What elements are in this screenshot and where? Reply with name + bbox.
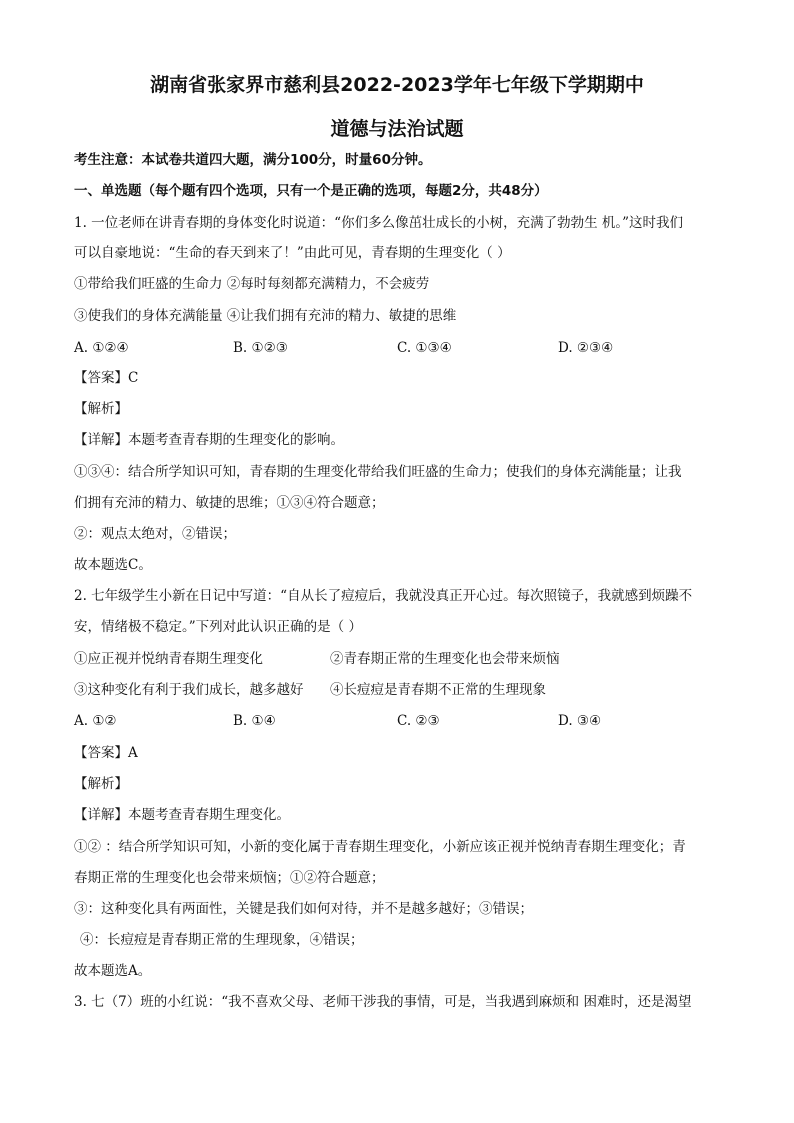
q1-answer: 【答案】C	[74, 370, 139, 386]
q2-choice-d: D. ③④	[558, 713, 602, 729]
q1-conclusion: 故本题选C。	[74, 557, 152, 573]
q1-choice-d: D. ②③④	[558, 340, 614, 356]
exam-title-line2: 道德与法治试题	[330, 118, 464, 140]
q2-analysis-label: 【解析】	[74, 776, 128, 792]
q2-option-2: ②青春期正常的生理变化也会带来烦恼	[330, 651, 560, 667]
q2-explanation-line3: ③：这种变化具有两面性，关键是我们如何对待，并不是越多越好；③错误；	[74, 901, 533, 917]
q1-analysis-label: 【解析】	[74, 401, 128, 417]
q2-explanation-line4: ④：长痘痘是青春期正常的生理现象，④错误；	[80, 932, 364, 948]
q1-stem-line1: 1. 一位老师在讲青春期的身体变化时说道：“你们多么像茁壮成长的小树，充满了勃勃生 机。”这时我们	[74, 215, 684, 231]
q2-detail: 【详解】本题考查青春期生理变化。	[74, 807, 290, 823]
q1-choice-c: C. ①③④	[397, 340, 452, 356]
q1-choice-b: B. ①②③	[233, 340, 288, 356]
q1-options-line2: ③使我们的身体充满能量 ④让我们拥有充沛的精力、敏捷的思维	[74, 308, 457, 324]
exam-notice: 考生注意：本试卷共道四大题，满分100分，时量60分钟。	[74, 152, 432, 168]
q1-stem-line2: 可以自豪地说：“生命的春天到来了！”由此可见，青春期的生理变化（ ）	[74, 245, 511, 261]
q1-explanation-line3: ②：观点太绝对，②错误；	[74, 526, 236, 542]
q2-choice-b: B. ①④	[233, 713, 276, 729]
q2-stem-line2: 安，情绪极不稳定。”下列对此认识正确的是（ ）	[74, 619, 362, 635]
q2-option-4: ④长痘痘是青春期不正常的生理现象	[330, 682, 546, 698]
q2-explanation-line1: ①② ：结合所学知识可知，小新的变化属于青春期生理变化，小新应该正视并悦纳青春期生理变化；青	[74, 839, 686, 855]
exam-title-line1: 湖南省张家界市慈利县2022-2023学年七年级下学期期中	[150, 74, 644, 96]
q1-choice-a: A. ①②④	[74, 340, 129, 356]
q1-detail: 【详解】本题考查青春期的生理变化的影响。	[74, 432, 344, 448]
q3-stem-line1: 3. 七（7）班的小红说：“我不喜欢父母、老师干涉我的事情，可是，当我遇到麻烦和 困难时，还是渴望	[74, 994, 692, 1010]
section-heading: 一、单选题（每个题有四个选项，只有一个是正确的选项，每题2分，共48分）	[74, 183, 548, 199]
q2-explanation-line2: 春期正常的生理变化也会带来烦恼；①②符合题意；	[74, 870, 385, 886]
q1-explanation-line2: 们拥有充沛的精力、敏捷的思维；①③④符合题意；	[74, 495, 385, 511]
q1-options-line1: ①带给我们旺盛的生命力 ②每时每刻都充满精力，不会疲劳	[74, 276, 430, 292]
q2-stem-line1: 2. 七年级学生小新在日记中写道：“自从长了痘痘后，我就没真正开心过。每次照镜子，我就感到烦躁不	[74, 588, 693, 604]
q2-conclusion: 故本题选A。	[74, 963, 152, 979]
q2-choice-a: A. ①②	[74, 713, 117, 729]
q2-option-1: ①应正视并悦纳青春期生理变化	[74, 651, 263, 667]
q1-explanation-line1: ①③④：结合所学知识可知，青春期的生理变化带给我们旺盛的生命力；使我们的身体充满能量；让我	[74, 464, 682, 480]
q2-choice-c: C. ②③	[397, 713, 440, 729]
q2-option-3: ③这种变化有利于我们成长，越多越好	[74, 682, 304, 698]
q2-answer: 【答案】A	[74, 745, 138, 761]
